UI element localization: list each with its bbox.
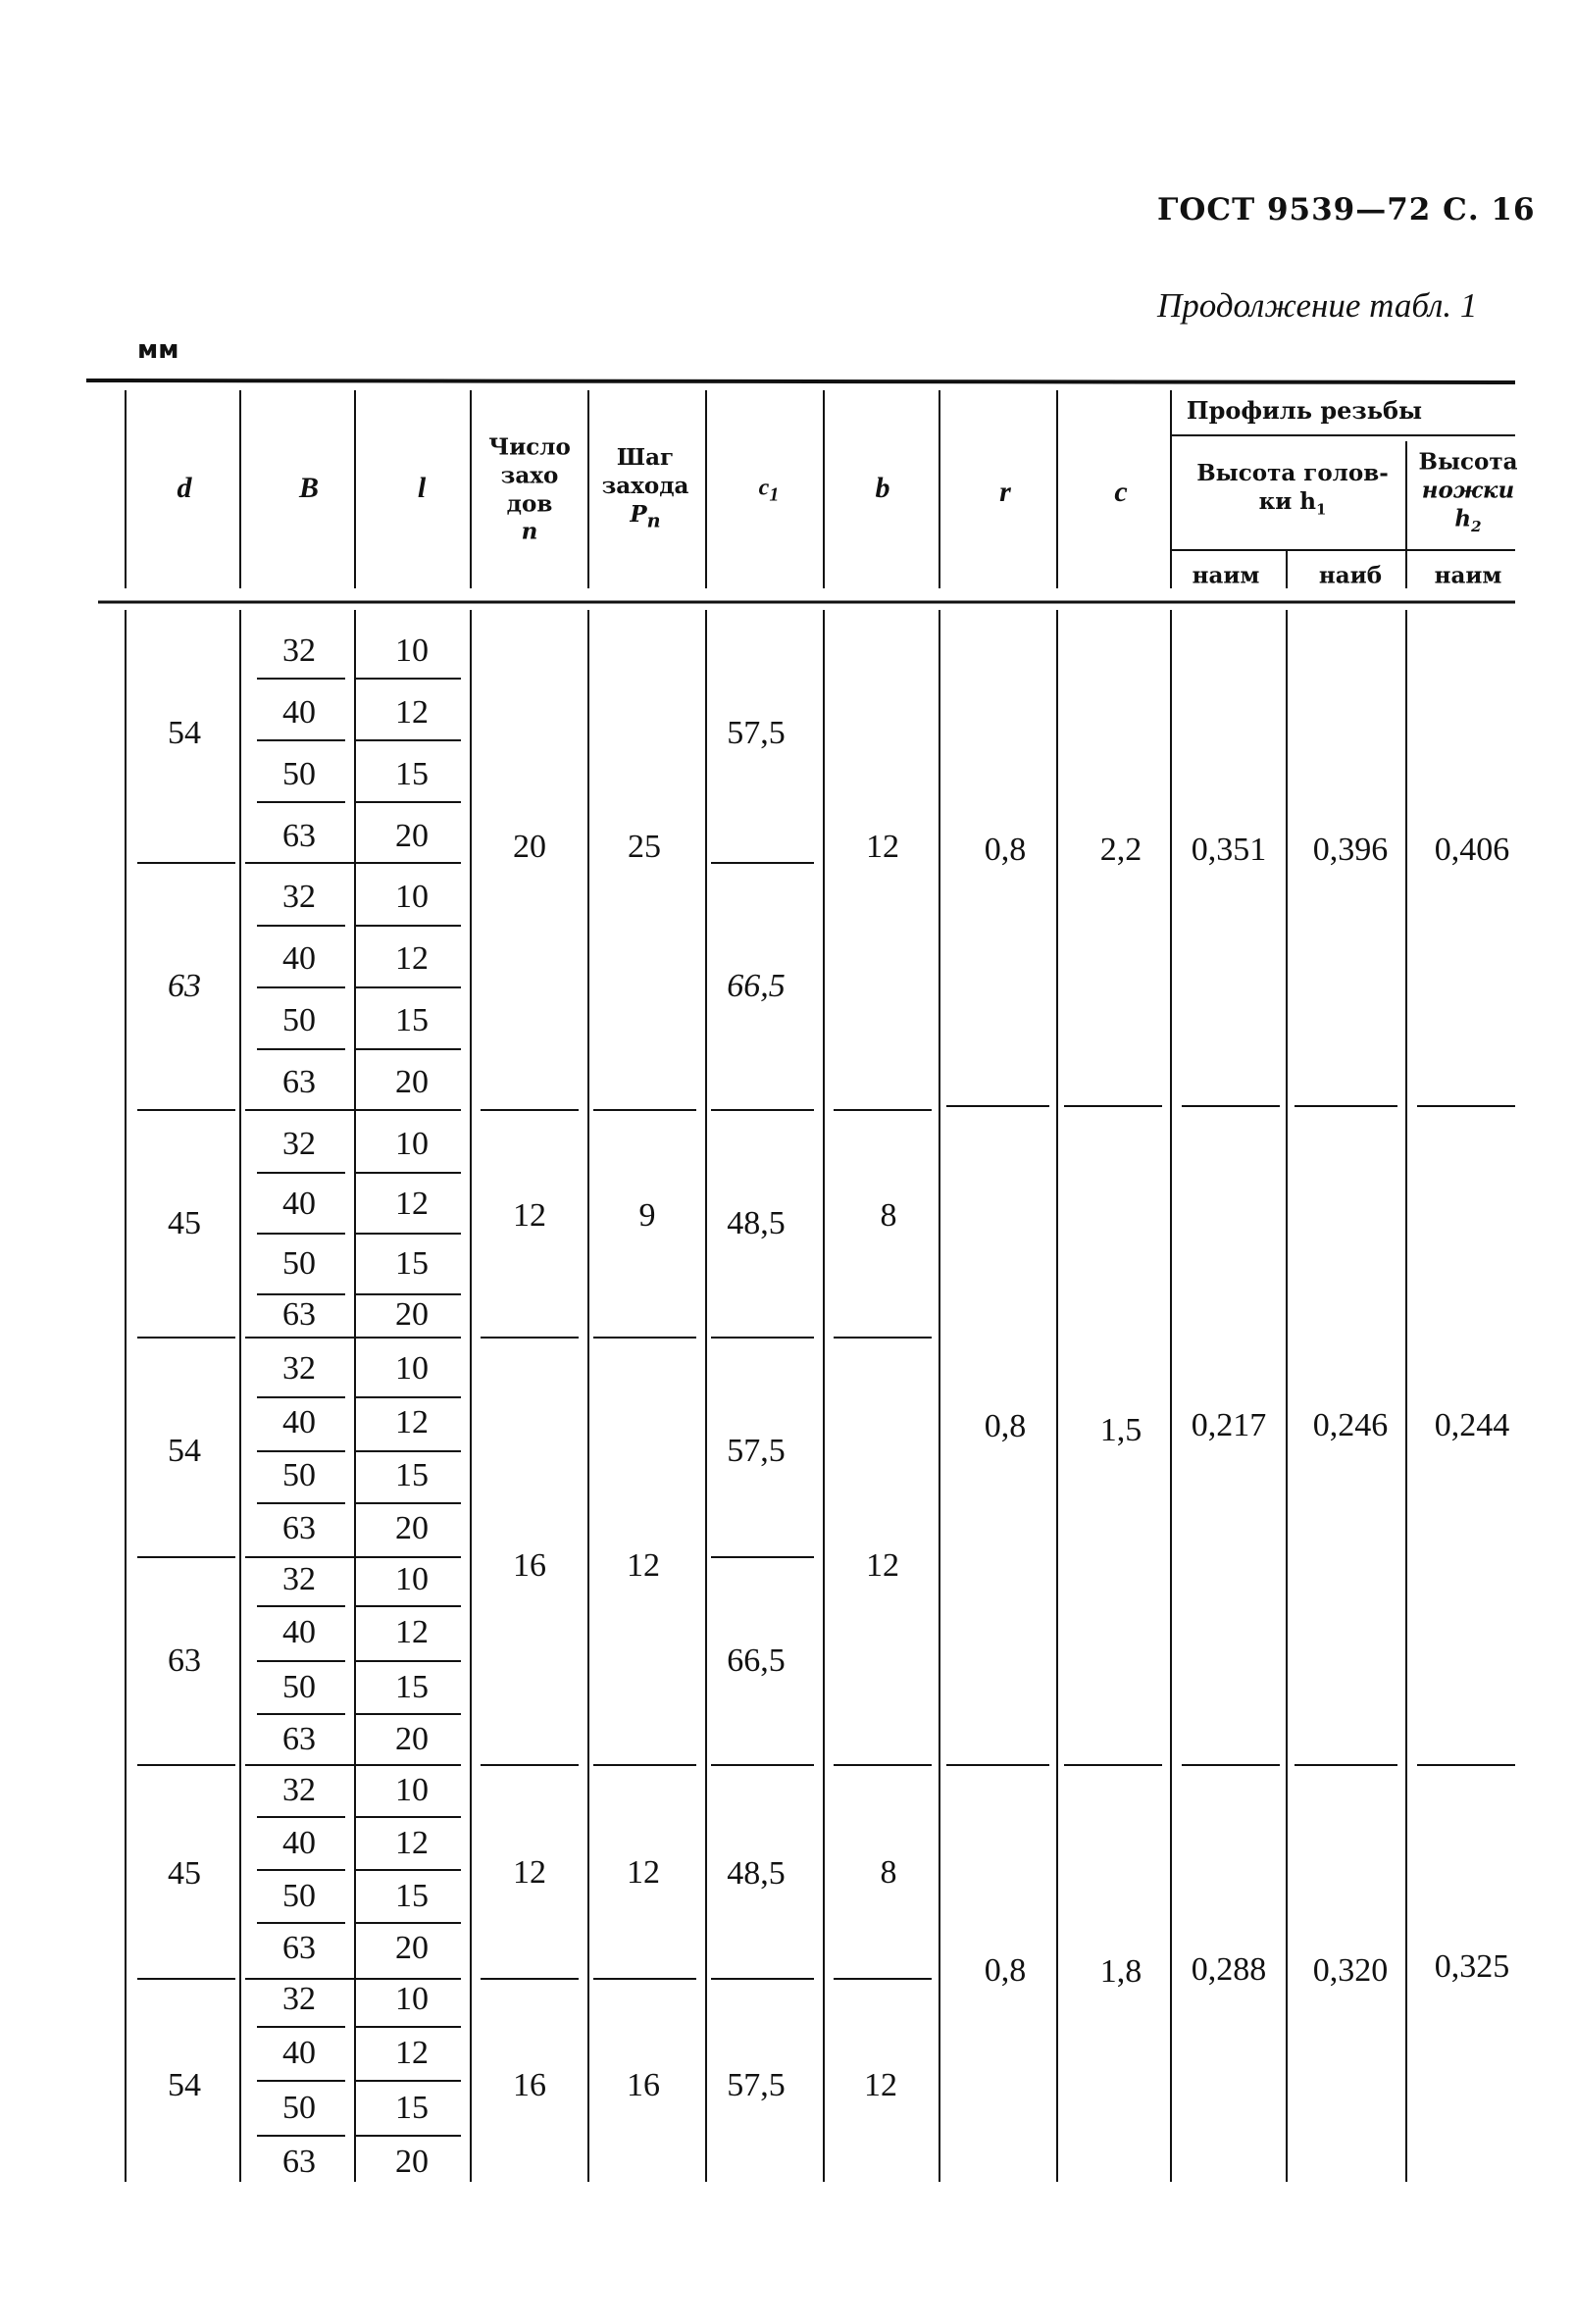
l-value: 20 xyxy=(395,2144,429,2180)
d-value: 54 xyxy=(168,2067,201,2103)
B-value: 63 xyxy=(282,818,316,854)
d-value: 54 xyxy=(168,1433,201,1469)
B-value: 32 xyxy=(282,1350,316,1387)
l-value: 15 xyxy=(395,1669,429,1705)
d-value: 45 xyxy=(168,1855,201,1892)
header-n-line2: захо xyxy=(500,462,559,489)
B-value: 50 xyxy=(282,1245,316,1282)
b-value: 8 xyxy=(880,1197,897,1234)
b-value: 8 xyxy=(880,1854,897,1891)
header-h2-line3: h xyxy=(1454,505,1472,532)
B-value: 40 xyxy=(282,1186,316,1222)
h2-naim-value: 0,244 xyxy=(1434,1407,1510,1443)
header-h2 xyxy=(1419,449,1518,536)
header-h1-line2: ки h xyxy=(1258,487,1316,515)
l-value: 20 xyxy=(395,1721,429,1757)
d-value: 63 xyxy=(168,1642,201,1679)
header-pn-line2: захода xyxy=(601,472,689,499)
c1-value: 66,5 xyxy=(727,1642,786,1679)
header-pn-sub: n xyxy=(646,509,661,532)
header-naim-h2: наим xyxy=(1434,562,1502,589)
h2-naim-value: 0,325 xyxy=(1434,1948,1510,1985)
header-h2-sub: 2 xyxy=(1471,517,1482,535)
l-value: 10 xyxy=(395,1561,429,1597)
l-value: 10 xyxy=(395,1350,429,1387)
header-pn-line3: P xyxy=(630,500,647,528)
b-value: 12 xyxy=(864,2067,897,2103)
l-value: 20 xyxy=(395,1296,429,1333)
header-c1-sub: 1 xyxy=(769,483,780,506)
l-value: 10 xyxy=(395,879,429,915)
l-value: 12 xyxy=(395,940,429,977)
header-n-line3: дов xyxy=(506,490,553,517)
c-value: 2,2 xyxy=(1099,832,1142,868)
h1-naim-value: 0,351 xyxy=(1191,832,1267,868)
h1-naib-value: 0,396 xyxy=(1312,832,1389,868)
header-h2-line2: ножки xyxy=(1421,477,1515,504)
header-profile: Профиль резьбы xyxy=(1186,396,1423,425)
table-continuation-caption: Продолжение табл. 1 xyxy=(1157,286,1478,325)
n-value: 16 xyxy=(513,2067,546,2103)
l-value: 12 xyxy=(395,1186,429,1222)
B-value: 63 xyxy=(282,1296,316,1333)
h1-naib-value: 0,320 xyxy=(1312,1952,1389,1989)
d-value: 63 xyxy=(168,968,201,1004)
l-value: 10 xyxy=(395,1772,429,1808)
header-pn-line1: Шаг xyxy=(616,443,675,471)
r-value: 0,8 xyxy=(984,1408,1027,1444)
B-value: 40 xyxy=(282,940,316,977)
l-value: 15 xyxy=(395,1457,429,1493)
B-value: 50 xyxy=(282,1878,316,1914)
n-value: 20 xyxy=(513,829,546,865)
c1-value: 57,5 xyxy=(727,715,786,751)
n-value: 12 xyxy=(513,1197,546,1234)
c1-value: 57,5 xyxy=(727,2067,786,2103)
header-b: b xyxy=(875,472,890,504)
B-value: 63 xyxy=(282,2144,316,2180)
h1-naim-value: 0,217 xyxy=(1191,1407,1267,1443)
c-value: 1,8 xyxy=(1099,1953,1142,1990)
header-r: r xyxy=(999,476,1011,508)
c1-value: 48,5 xyxy=(727,1855,786,1892)
h2-naim-value: 0,406 xyxy=(1434,832,1510,868)
c1-value: 66,5 xyxy=(727,968,786,1004)
l-value: 20 xyxy=(395,1930,429,1966)
header-h1-sub: 1 xyxy=(1315,500,1327,519)
pn-value: 9 xyxy=(638,1197,656,1234)
table-top-rule xyxy=(86,380,1515,382)
l-value: 12 xyxy=(395,694,429,731)
header-B: B xyxy=(298,472,320,504)
B-value: 63 xyxy=(282,1930,316,1966)
B-value: 32 xyxy=(282,1981,316,2017)
header-n-line4: n xyxy=(521,518,538,545)
l-value: 10 xyxy=(395,1981,429,2017)
l-value: 15 xyxy=(395,1002,429,1038)
B-value: 50 xyxy=(282,1669,316,1705)
header-l: l xyxy=(417,472,427,504)
c-value: 1,5 xyxy=(1099,1412,1142,1448)
B-value: 63 xyxy=(282,1064,316,1100)
B-value: 32 xyxy=(282,1772,316,1808)
n-value: 16 xyxy=(513,1547,546,1584)
l-value: 12 xyxy=(395,1614,429,1650)
c1-value: 57,5 xyxy=(727,1433,786,1469)
B-value: 40 xyxy=(282,1825,316,1861)
n-value: 12 xyxy=(513,1854,546,1891)
l-value: 12 xyxy=(395,2035,429,2071)
B-value: 40 xyxy=(282,1614,316,1650)
r-value: 0,8 xyxy=(984,1952,1027,1989)
B-value: 32 xyxy=(282,879,316,915)
document-reference: ГОСТ 9539—72 С. 16 xyxy=(1157,192,1536,227)
B-value: 50 xyxy=(282,2090,316,2126)
header-h1 xyxy=(1196,460,1389,519)
pn-value: 16 xyxy=(627,2067,660,2103)
header-h1-line1: Высота голов- xyxy=(1196,459,1389,486)
header-n xyxy=(488,434,571,547)
pn-value: 12 xyxy=(627,1547,660,1584)
h1-naib-value: 0,246 xyxy=(1312,1407,1389,1443)
l-value: 12 xyxy=(395,1404,429,1440)
B-value: 32 xyxy=(282,632,316,669)
B-value: 50 xyxy=(282,1002,316,1038)
B-value: 63 xyxy=(282,1721,316,1757)
l-value: 15 xyxy=(395,2090,429,2126)
b-value: 12 xyxy=(866,1547,899,1584)
B-value: 32 xyxy=(282,1126,316,1162)
header-d: d xyxy=(177,472,192,504)
l-value: 20 xyxy=(395,1064,429,1100)
B-value: 40 xyxy=(282,694,316,731)
l-value: 15 xyxy=(395,756,429,792)
pn-value: 12 xyxy=(627,1854,660,1891)
l-value: 15 xyxy=(395,1878,429,1914)
header-naib-h1: наиб xyxy=(1318,562,1383,589)
B-value: 50 xyxy=(282,756,316,792)
l-value: 12 xyxy=(395,1825,429,1861)
B-value: 40 xyxy=(282,2035,316,2071)
l-value: 20 xyxy=(395,1510,429,1546)
unit-label: мм xyxy=(137,335,179,365)
pn-value: 25 xyxy=(628,829,661,865)
c1-value: 48,5 xyxy=(727,1205,786,1241)
B-value: 40 xyxy=(282,1404,316,1440)
header-h2-line1: Высота xyxy=(1418,448,1518,476)
header-pn xyxy=(602,444,689,532)
header-c: c xyxy=(1114,476,1128,508)
b-value: 12 xyxy=(866,829,899,865)
l-value: 15 xyxy=(395,1245,429,1282)
B-value: 63 xyxy=(282,1510,316,1546)
header-n-line1: Число xyxy=(488,433,571,461)
d-value: 45 xyxy=(168,1205,201,1241)
header-c1-text: c xyxy=(758,475,770,501)
d-value: 54 xyxy=(168,715,201,751)
l-value: 20 xyxy=(395,818,429,854)
B-value: 32 xyxy=(282,1561,316,1597)
header-naim-h1: наим xyxy=(1192,562,1260,589)
B-value: 50 xyxy=(282,1457,316,1493)
l-value: 10 xyxy=(395,632,429,669)
l-value: 10 xyxy=(395,1126,429,1162)
header-c1 xyxy=(759,477,780,505)
h1-naim-value: 0,288 xyxy=(1191,1951,1267,1988)
r-value: 0,8 xyxy=(984,832,1027,868)
